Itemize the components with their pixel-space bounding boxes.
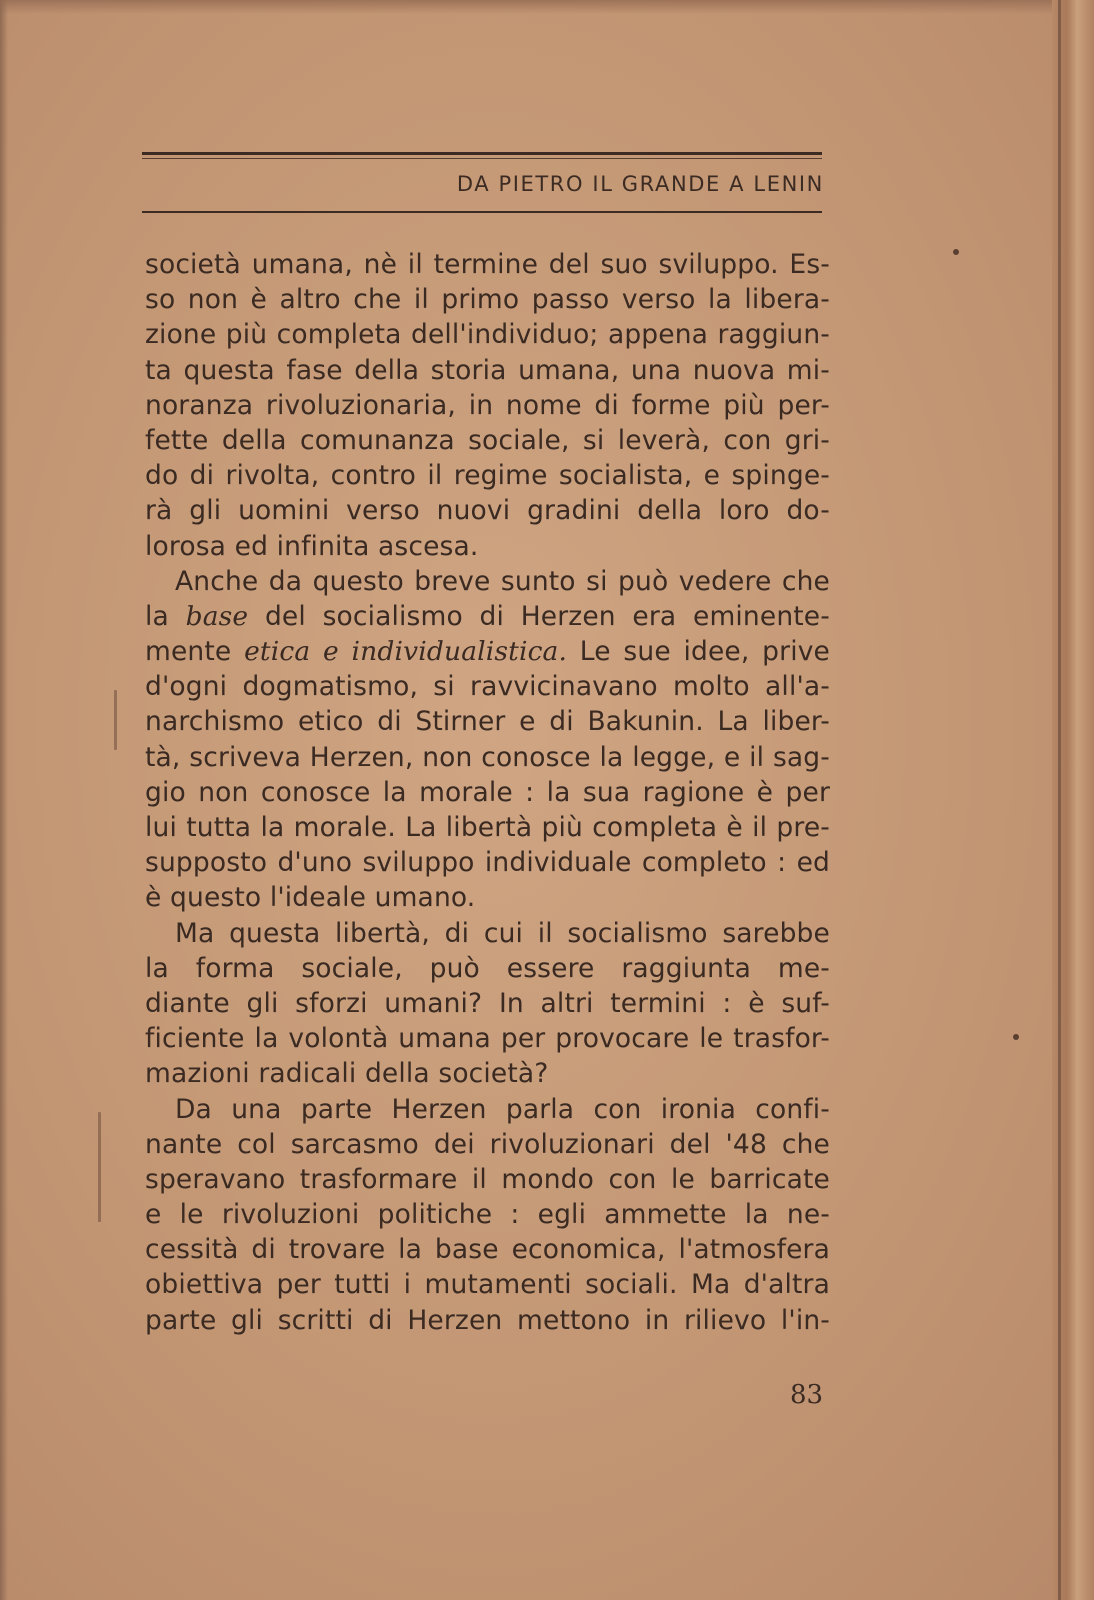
running-head: DA PIETRO IL GRANDE A LENIN (456, 172, 824, 196)
page-edge (1052, 0, 1094, 1600)
text-line: obiettiva per tutti i mutamenti sociali. Ma d'altra (145, 1269, 830, 1301)
text-run: mente (145, 636, 245, 668)
paper-speck (1013, 1034, 1019, 1040)
text-line: tà, scriveva Herzen, non conosce la legge, e il sag- (145, 741, 830, 773)
text-line: cessità di trovare la base economica, l'atmosfera (145, 1234, 830, 1266)
page-top-shadow (0, 0, 1094, 14)
text-line: fette della comunanza sociale, si leverà, con gri- (145, 424, 830, 456)
text-line: Ma questa libertà, di cui il socialismo sarebbe (175, 917, 830, 949)
text-line (145, 634, 830, 669)
header-rule-bottom (142, 211, 822, 213)
page-number: 83 (790, 1380, 824, 1410)
text-line: supposto d'uno sviluppo individuale completo : ed (145, 847, 830, 879)
italic-term: base (185, 600, 249, 632)
text-line: la forma sociale, può essere raggiunta me- (145, 952, 830, 984)
text-line: rà gli uomini verso nuovi gradini della loro do- (145, 495, 830, 527)
paper-speck (953, 249, 959, 255)
page-left-shadow (0, 0, 8, 1600)
text-run: del socialismo di Herzen era eminente- (248, 600, 830, 632)
text-line: Da una parte Herzen parla con ironia confi- (175, 1093, 830, 1125)
text-line: do di rivolta, contro il regime socialista, e spinge- (145, 460, 830, 492)
italic-term: etica e individualistica. (244, 636, 568, 668)
text-line: zione più completa dell'individuo; appena raggiun- (145, 319, 830, 351)
text-line: società umana, nè il termine del suo sviluppo. Es- (145, 249, 830, 280)
text-line: è questo l'ideale umano. (145, 882, 476, 914)
text-run: la (145, 600, 186, 632)
text-line: d'ogni dogmatismo, si ravvicinavano molto all'a- (145, 671, 830, 703)
paper-speck (114, 690, 117, 750)
text-line (145, 599, 830, 634)
text-line: noranza rivoluzionaria, in nome di forme più per- (145, 389, 830, 421)
text-line: so non è altro che il primo passo verso la libera- (145, 284, 830, 316)
text-line: ficiente la volontà umana per provocare le trasfor- (145, 1023, 830, 1055)
text-line: narchismo etico di Stirner e di Bakunin. La liber- (145, 706, 830, 738)
text-line: diante gli sforzi umani? In altri termini : è suf- (145, 987, 830, 1019)
text-line: Anche da questo breve sunto si può vedere che (175, 565, 830, 597)
text-line: parte gli scritti di Herzen mettono in rilievo l'in- (145, 1304, 830, 1336)
text-line: mazioni radicali della società? (145, 1058, 549, 1090)
text-line: ta questa fase della storia umana, una nuova mi- (145, 354, 830, 386)
text-line: lui tutta la morale. La libertà più completa è il pre- (145, 812, 830, 843)
body-text (145, 247, 830, 1338)
header-rule-top (142, 152, 822, 155)
text-line: gio non conosce la morale : la sua ragione è per (145, 776, 830, 808)
text-line: nante col sarcasmo dei rivoluzionari del '48 che (145, 1128, 830, 1160)
text-run: Le sue idee, prive (567, 636, 830, 668)
text-line: speravano trasformare il mondo con le barricate (145, 1163, 830, 1195)
header-rule-top-thin (142, 158, 822, 159)
text-line: e le rivoluzioni politiche : egli ammette la ne- (145, 1199, 830, 1231)
paper-speck (98, 1112, 101, 1222)
text-line: lorosa ed infinita ascesa. (145, 530, 479, 562)
